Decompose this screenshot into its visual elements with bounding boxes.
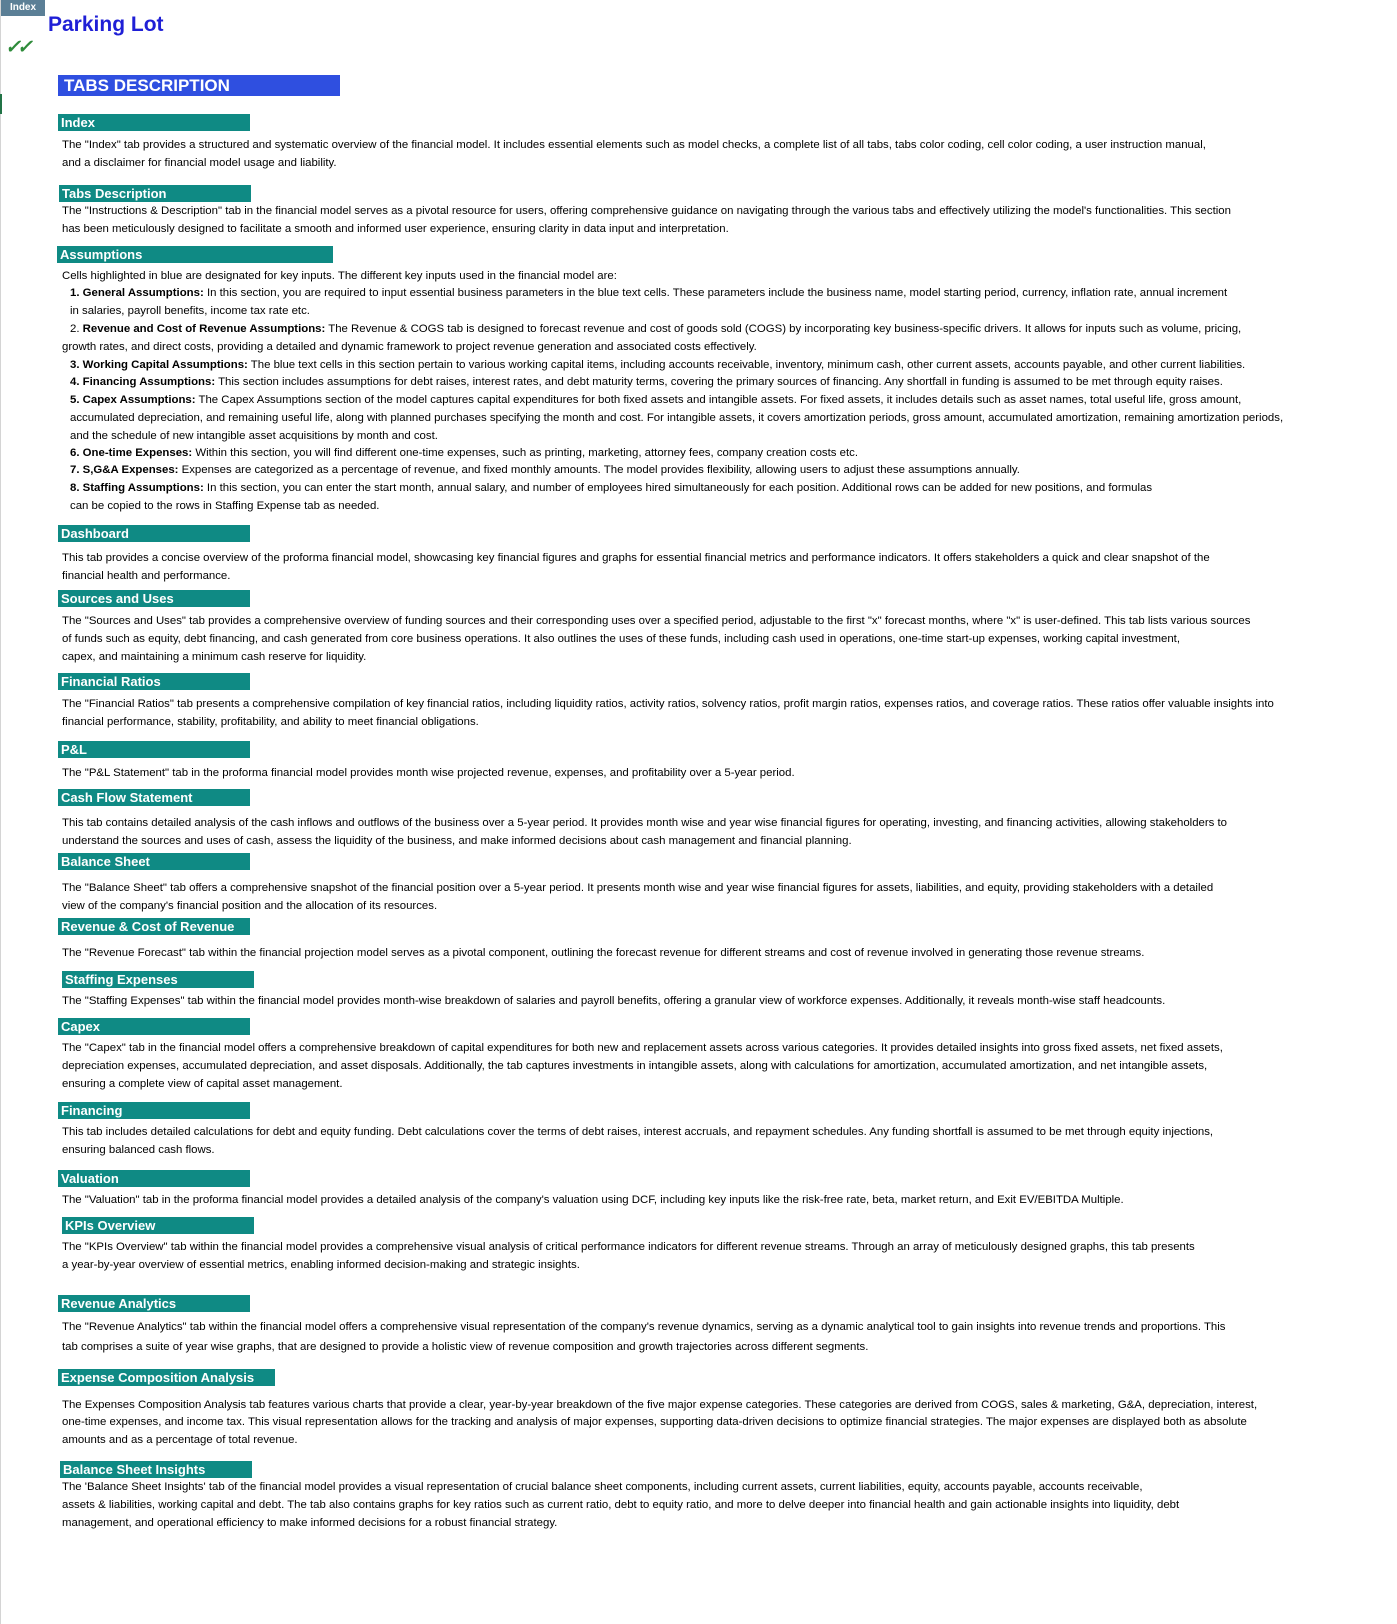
section-header-revenue-analytics[interactable]: Revenue Analytics	[58, 1295, 250, 1312]
assumption-item-text: The blue text cells in this section pertain to various working capital items, including accounts receivable, inventory, minimum cash, other current assets, accounts payable, and other current liabilities.	[247, 359, 1246, 371]
tabs-description-banner: TABS DESCRIPTION	[58, 75, 340, 96]
active-row-marker	[0, 94, 2, 114]
expense-composition-desc-line: one-time expenses, and income tax. This visual representation allows for the tracking and analysis of major expenses, supporting data-driven decisions to optimize financial strategies. The major expenses are displayed both as absolute	[62, 1416, 1247, 1428]
tabs-description-line: The "Instructions & Description" tab in the financial model serves as a pivotal resource for users, offering comprehensive guidance on navigating through the various tabs and effectively utilizing the model's functionalities. This section	[62, 205, 1231, 217]
section-header-financing[interactable]: Financing	[58, 1102, 250, 1119]
assumption-item-financing	[70, 373, 1223, 391]
expense-composition-desc-line: amounts and as a percentage of total revenue.	[62, 1434, 298, 1446]
assumption-item-text: Expenses are categorized as a percentage of revenue, and fixed monthly amounts. The model provides flexibility, allowing users to adjust these assumptions annually.	[178, 464, 1020, 476]
assumption-item-label: 7. S,G&A Expenses:	[70, 464, 179, 476]
section-header-pl[interactable]: P&L	[58, 741, 250, 758]
revenue-analytics-desc-line: The "Revenue Analytics" tab within the financial model offers a comprehensive visual representation of the company's revenue dynamics, serving as a dynamic analytical tool to gain insights into revenue trends and proportions. This	[62, 1321, 1226, 1333]
financial-ratios-desc-line: The "Financial Ratios" tab presents a comprehensive compilation of key financial ratios, including liquidity ratios, activity ratios, solvency ratios, profit margin ratios, expenses ratios, and coverage ratios. These ratios offer valuable insights into	[62, 698, 1274, 710]
capex-desc-line: The "Capex" tab in the financial model offers a comprehensive breakdown of capital expenditures for both new and replacement assets across various categories. It provides detailed insights into gross fixed assets, net fixed assets,	[62, 1042, 1223, 1054]
sources-uses-desc-line: The "Sources and Uses" tab provides a comprehensive overview of funding sources and their corresponding uses over a specified period, adjustable to the first "x" forecast months, where "x" is user-defined. This tab lists various sources	[62, 615, 1251, 627]
assumptions-intro: Cells highlighted in blue are designated for key inputs. The different key inputs used in the financial model are:	[62, 270, 617, 282]
section-header-dashboard[interactable]: Dashboard	[58, 525, 250, 542]
bs-insights-desc-line: The 'Balance Sheet Insights' tab of the financial model provides a visual representation of crucial balance sheet components, including current assets, current liabilities, equity, accounts payable, accounts receivable,	[62, 1481, 1143, 1493]
bs-insights-desc-line: management, and operational efficiency to make informed decisions for a robust financial strategy.	[62, 1517, 558, 1529]
section-header-staffing[interactable]: Staffing Expenses	[62, 971, 254, 988]
assumption-item-cont: accumulated depreciation, and remaining useful life, along with planned purchases specifying the month and cost. For intangible assets, it covers amortization periods, gross amount, accumulated amortization, remaining amortization periods,	[70, 412, 1284, 424]
pl-desc-line: The "P&L Statement" tab in the proforma financial model provides month wise projected revenue, expenses, and profitability over a 5-year period.	[62, 767, 795, 779]
section-header-tabs-description[interactable]: Tabs Description	[59, 185, 251, 202]
section-header-capex[interactable]: Capex	[58, 1018, 250, 1035]
section-header-index[interactable]: Index	[58, 114, 250, 131]
assumption-item-label: 6. One-time Expenses:	[70, 447, 193, 459]
capex-desc-line: ensuring a complete view of capital asset management.	[62, 1078, 343, 1090]
assumption-item-text: The Revenue & COGS tab is designed to forecast revenue and cost of goods sold (COGS) by incorporating key business-specific drivers. It allows for inputs such as volume, pricing,	[325, 323, 1242, 335]
kpis-desc-line: a year-by-year overview of essential metrics, enabling informed decision-making and strategic insights.	[62, 1259, 580, 1271]
assumption-item-label: Revenue and Cost of Revenue Assumptions:	[82, 323, 326, 335]
assumption-item-revenue	[70, 320, 1241, 338]
financing-desc-line: This tab includes detailed calculations for debt and equity funding. Debt calculations cover the terms of debt raises, interest accruals, and repayment schedules. Any funding shortfall is assumed to be met through equity injections,	[62, 1126, 1214, 1138]
assumption-item-text: The Capex Assumptions section of the model captures capital expenditures for both fixed assets and intangible assets. For fixed assets, it includes details such as asset names, total useful life, gross amount,	[195, 394, 1242, 406]
section-header-revenue-cost[interactable]: Revenue & Cost of Revenue	[58, 918, 250, 935]
section-header-kpis[interactable]: KPIs Overview	[62, 1217, 254, 1234]
section-header-cash-flow[interactable]: Cash Flow Statement	[58, 789, 250, 806]
revenue-analytics-desc-line: tab comprises a suite of year wise graphs, that are designed to provide a holistic view of revenue composition and growth trajectories across different segments.	[62, 1341, 869, 1353]
assumption-item-text: Within this section, you will find different one-time expenses, such as printing, marketing, attorney fees, company creation costs etc.	[192, 447, 859, 459]
dashboard-desc-line: financial health and performance.	[62, 570, 231, 582]
assumption-item-general	[70, 284, 1227, 302]
assumption-item-label: 4. Financing Assumptions:	[70, 376, 216, 388]
assumption-item-cont: growth rates, and direct costs, providing a detailed and dynamic framework to project revenue generation and associated costs effectively.	[62, 341, 757, 353]
assumption-item-working-capital	[70, 356, 1245, 374]
assumption-item-text: In this section, you can enter the start month, annual salary, and number of employees hired simultaneously for each position. Additional rows can be added for new positions, and formulas	[203, 482, 1153, 494]
section-header-assumptions[interactable]: Assumptions	[57, 246, 333, 263]
section-header-balance-sheet[interactable]: Balance Sheet	[58, 853, 250, 870]
expense-composition-desc-line: The Expenses Composition Analysis tab features various charts that provide a clear, year-by-year breakdown of the five major expense categories. These categories are derived from COGS, sales & marketing, G&A, depreciation, interest,	[62, 1399, 1258, 1411]
cash-flow-desc-line: This tab contains detailed analysis of the cash inflows and outflows of the business over a 5-year period. It provides month wise and year wise financial figures for operating, investing, and financing activities, allowing stakeholders to	[62, 817, 1228, 829]
dashboard-desc-line: This tab provides a concise overview of the proforma financial model, showcasing key financial figures and graphs for essential financial metrics and performance indicators. It offers stakeholders a quick and clear snapshot of the	[62, 552, 1210, 564]
assumption-item-text: In this section, you are required to input essential business parameters in the blue text cells. These parameters include the business name, model starting period, currency, inflation rate, annual increment	[203, 287, 1228, 299]
assumption-item-cont: and the schedule of new intangible asset acquisitions by month and cost.	[70, 430, 438, 442]
sources-uses-desc-line: capex, and maintaining a minimum cash reserve for liquidity.	[62, 651, 367, 663]
assumption-item-capex	[70, 391, 1241, 409]
sources-uses-desc-line: of funds such as equity, debt financing, and cash generated from core business operations. It also outlines the uses of these funds, including cash used in operations, one-time start-up expenses, working capital investment,	[62, 633, 1180, 645]
assumption-item-one-time	[70, 444, 858, 462]
assumption-item-label: 8. Staffing Assumptions:	[70, 482, 204, 494]
section-header-bs-insights[interactable]: Balance Sheet Insights	[60, 1461, 252, 1478]
section-header-expense-composition[interactable]: Expense Composition Analysis	[58, 1369, 275, 1386]
capex-desc-line: depreciation expenses, accumulated depreciation, and asset disposals. Additionally, the tab captures investments in intangible assets, along with calculations for amortization, accumulated amortization, and net intangible assets,	[62, 1060, 1208, 1072]
assumption-item-label: 5. Capex Assumptions:	[70, 394, 196, 406]
double-check-icon: ✓✓	[5, 37, 29, 58]
section-header-valuation[interactable]: Valuation	[58, 1170, 250, 1187]
revenue-cost-desc-line: The "Revenue Forecast" tab within the financial projection model serves as a pivotal component, outlining the forecast revenue for different streams and cost of revenue involved in generating those revenue streams.	[62, 947, 1145, 959]
financing-desc-line: ensuring balanced cash flows.	[62, 1144, 215, 1156]
financial-ratios-desc-line: financial performance, stability, profitability, and ability to meet financial obligations.	[62, 716, 479, 728]
assumption-item-sga	[70, 461, 1020, 479]
balance-sheet-desc-line: The "Balance Sheet" tab offers a comprehensive snapshot of the financial position over a 5-year period. It presents month wise and year wise financial figures for assets, liabilities, and equity, providing stakeholders with a detailed	[62, 882, 1214, 894]
staffing-desc-line: The "Staffing Expenses" tab within the financial model provides month-wise breakdown of salaries and payroll benefits, offering a granular view of workforce expenses. Additionally, it reveals month-wise staff headcounts.	[62, 995, 1166, 1007]
section-header-sources-uses[interactable]: Sources and Uses	[58, 590, 250, 607]
balance-sheet-desc-line: view of the company's financial position and the allocation of its resources.	[62, 900, 438, 912]
assumption-item-label: 1. General Assumptions:	[70, 287, 204, 299]
bs-insights-desc-line: assets & liabilities, working capital and debt. The tab also contains graphs for key ratios such as current ratio, debt to equity ratio, and more to delve deeper into financial health and gain actionable insights into liquidity, debt	[62, 1499, 1180, 1511]
assumption-item-cont: in salaries, payroll benefits, income tax rate etc.	[70, 305, 310, 317]
tabs-description-line: has been meticulously designed to facilitate a smooth and informed user experience, ensuring clarity in data input and interpretation.	[62, 223, 729, 235]
valuation-desc-line: The "Valuation" tab in the proforma financial model provides a detailed analysis of the company's valuation using DCF, including key inputs like the risk-free rate, beta, market return, and Exit EV/EBITDA Multiple.	[62, 1194, 1124, 1206]
assumption-item-prefix: 2.	[70, 323, 83, 335]
assumption-item-label: 3. Working Capital Assumptions:	[70, 359, 248, 371]
section-header-financial-ratios[interactable]: Financial Ratios	[58, 673, 250, 690]
row-gutter	[0, 0, 1, 1624]
index-desc-line: The "Index" tab provides a structured and systematic overview of the financial model. It includes essential elements such as model checks, a complete list of all tabs, tabs color coding, cell color coding, a user instruction manual,	[62, 139, 1206, 151]
kpis-desc-line: The "KPIs Overview" tab within the financial model provides a comprehensive visual analysis of critical performance indicators for different revenue streams. Through an array of meticulously designed graphs, this tab presents	[62, 1241, 1195, 1253]
assumption-item-cont: can be copied to the rows in Staffing Expense tab as needed.	[70, 500, 380, 512]
index-desc-line: and a disclaimer for financial model usage and liability.	[62, 157, 337, 169]
assumption-item-text: This section includes assumptions for debt raises, interest rates, and debt maturity terms, covering the primary sources of financing. Any shortfall in funding is assumed to be met through equity raises.	[215, 376, 1223, 388]
cash-flow-desc-line: understand the sources and uses of cash, assess the liquidity of the business, and make informed decisions about cash management and financial planning.	[62, 835, 852, 847]
page-title: Parking Lot	[48, 13, 164, 36]
index-link-button[interactable]: Index	[1, 0, 45, 16]
assumption-item-staffing	[70, 479, 1152, 497]
